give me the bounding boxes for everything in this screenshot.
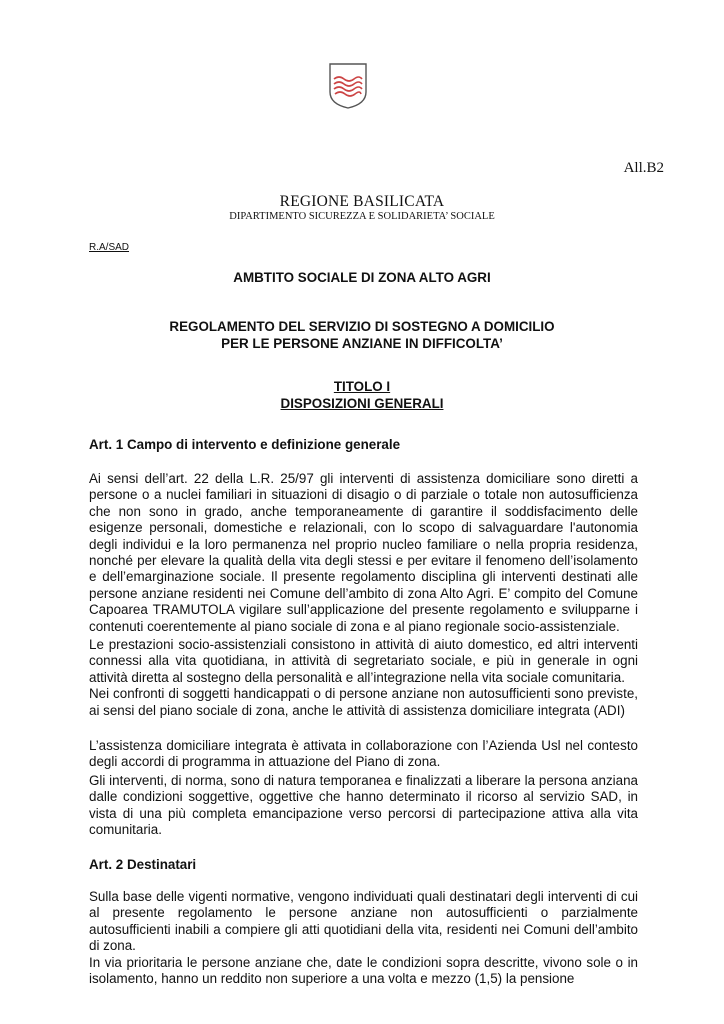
region-crest-icon — [327, 62, 369, 110]
titolo-subtitle: DISPOSIZIONI GENERALI — [280, 396, 444, 411]
regolamento-title-line1: REGOLAMENTO DEL SERVIZIO DI SOSTEGNO A DOMICILIO — [169, 319, 555, 334]
region-name: REGIONE BASILICATA — [279, 193, 445, 210]
allegato-label: All.B2 — [623, 160, 664, 176]
art2-paragraph-2: In via prioritaria le persone anziane che, date le condizioni sopra descritte, vivono sole o in isolamento, hanno un reddito non superiore a una volta e mezzo (1,5) la pensione — [89, 954, 638, 987]
department-name: DIPARTIMENTO SICUREZZA E SOLIDARIETA’ SOCIALE — [229, 211, 495, 222]
art2-paragraph-1: Sulla base delle vigenti normative, vengono individuati quali destinatari degli interventi di cui al presente regolamento le persone anziane non autosufficienti o parzialmente autosufficienti inabili a compiere gli atti quotidiani della vita, residenti nei Comuni dell’ambito di zona. — [89, 889, 638, 954]
art1-paragraph-1: Ai sensi dell’art. 22 della L.R. 25/97 gli interventi di assistenza domiciliare sono diretti a persone o a nuclei familiari in situazioni di disagio o di parziale o totale non autosufficienza che non sono in grado, anche temporaneamente di garantire il soddisfacimento delle esigenze personali, domestiche e relazionali, con lo scopo di salvaguardare l'autonomia degli individui e la loro permanenza nel proprio nucleo familiare o nella propria residenza, nonché per elevare la qualità della vita degli stessi e per evitare il fenomeno dell’isolamento e dell’emarginazione sociale. Il presente regolamento disciplina gli interventi destinati alle persone anziane residenti nei Comune dell’ambito di zona Alto Agri. E’ compito del Comune Capoarea TRAMUTOLA vigilare sull’applicazione del presente regolamento e svilupparne i contenuti coerentemente al piano sociale di zona e al piano regionale socio-assistenziale. — [89, 471, 638, 634]
regolamento-title — [0, 318, 724, 352]
art1-body — [89, 471, 638, 719]
art1-heading: Art. 1 Campo di intervento e definizione generale — [89, 437, 401, 452]
art1-paragraph-2: Le prestazioni socio-assistenziali consistono in attività di aiuto domestico, ed altri interventi connessi alla vita quotidiana, in attività di segretariato sociale, e più in generale in ogni attività diretta al sostegno della personalità e all’integrazione nella vita sociale comunitaria. — [89, 637, 638, 685]
art1-paragraph-3: Nei confronti di soggetti handicappati o di persone anziane non autosufficienti sono previste, ai sensi del piano sociale di zona, anche le attività di assistenza domiciliare integrata (ADI) — [89, 686, 638, 718]
titolo-heading — [0, 378, 724, 412]
reference-code: R.A/SAD — [89, 242, 130, 253]
art2-heading: Art. 2 Destinatari — [89, 857, 197, 872]
regolamento-title-line2: PER LE PERSONE ANZIANE IN DIFFICOLTA’ — [221, 336, 503, 351]
art1-paragraph-4: L’assistenza domiciliare integrata è attivata in collaborazione con l’Azienda Usl nel contesto degli accordi di programma in attuazione del Piano di zona. — [89, 738, 638, 770]
art2-body — [89, 889, 638, 987]
art1-body-continued — [89, 738, 638, 838]
ambito-title: AMBTITO SOCIALE DI ZONA ALTO AGRI — [233, 270, 491, 285]
titolo-number: TITOLO I — [333, 379, 391, 394]
art1-paragraph-5: Gli interventi, di norma, sono di natura temporanea e finalizzati a liberare la persona anziana dalle condizioni soggettive, oggettive che hanno determinato il ricorso al servizio SAD, in vista di una più completa emancipazione verso percorsi di partecipazione attiva alla vita comunitaria. — [89, 772, 638, 838]
